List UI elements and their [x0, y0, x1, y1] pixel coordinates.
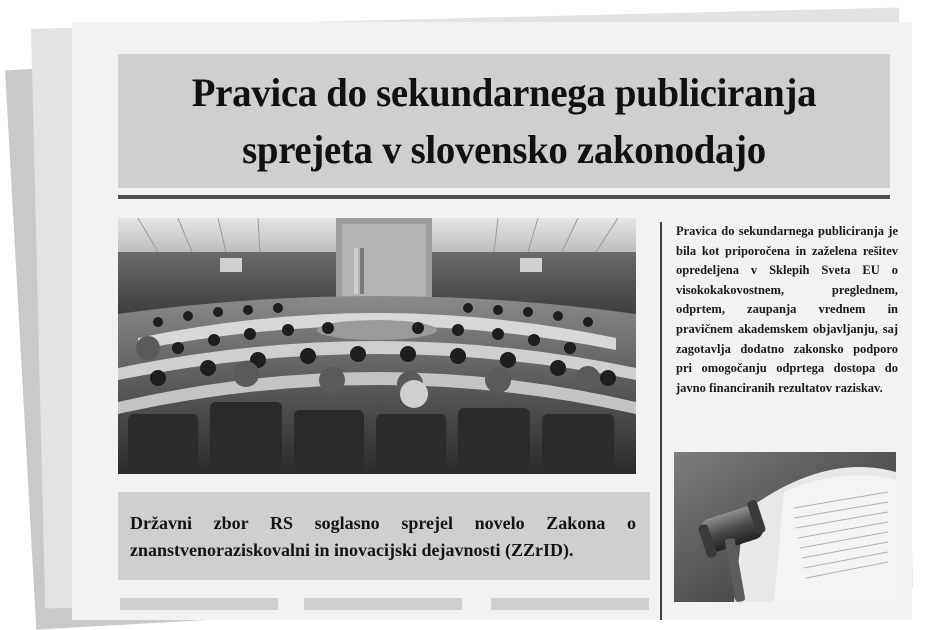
parliament-chamber-photo: [118, 218, 636, 474]
column-placeholder-bar: [491, 598, 649, 610]
headline-line-2: sprejeta v slovensko zakonodajo: [242, 127, 766, 172]
column-placeholder-bar: [120, 598, 278, 610]
photo-caption-panel: [118, 492, 650, 580]
headline: [130, 64, 879, 178]
headline-rule: [118, 195, 890, 199]
column-divider: [660, 222, 662, 620]
headline-line-1: Pravica do sekundarnega publiciranja: [191, 70, 817, 115]
column-placeholder-bar: [304, 598, 462, 610]
sidebar-article-text: Pravica do sekundarnega publiciranja je bila kot priporočena in zaželena rešitev opredeljena v Sklepih Sveta EU o visokokakovostnem, preglednem, odprtem, zaupanja vrednem in pravičnem akademskem objavljanju, saj zagotavlja dodatno zakonsko podporo pri omogočanju odprtega dostopa do javno financiranih rezultatov raziskav.: [676, 224, 898, 395]
newspaper-page: [72, 22, 912, 620]
headline-panel: [118, 54, 890, 188]
gavel-and-book-photo: [674, 452, 896, 602]
photo-caption: Državni zbor RS soglasno sprejel novelo Zakona o znanstvenoraziskovalni in inovacijski dejavnosti (ZZrID).: [130, 513, 636, 560]
